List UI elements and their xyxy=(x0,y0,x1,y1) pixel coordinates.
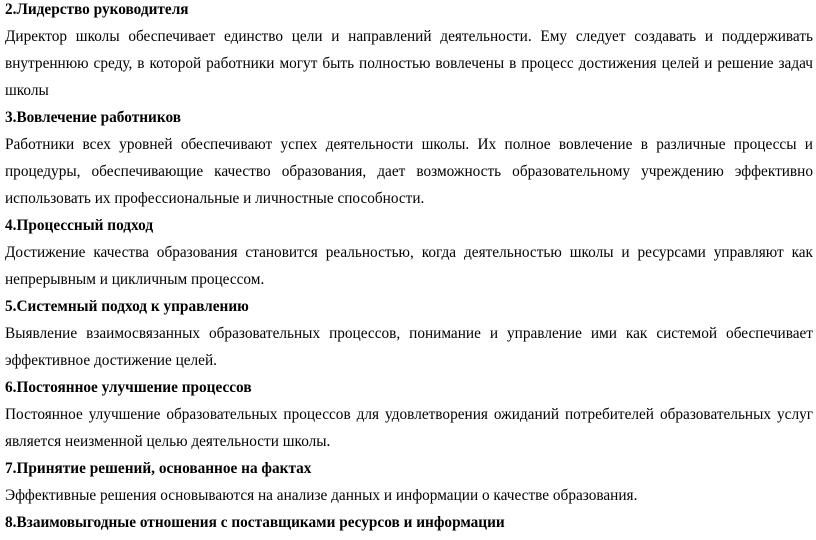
section-text: Директор школы обеспечивает единство цели и направлений деятельности. Ему следует создавать и поддерживать внутреннюю среду, в которой работники могут быть полностью вовлечены в процесс достижения целей и решение задач школы xyxy=(5,28,813,99)
section-heading: 5.Системный подход к управлению xyxy=(5,298,249,315)
section-process-approach xyxy=(5,212,813,293)
section-text: Достижение качества образования становится реальностью, когда деятельностью школы и ресурсами управляют как непрерывным и цикличным процессом. xyxy=(5,244,813,288)
section-heading: 6.Постоянное улучшение процессов xyxy=(5,379,252,396)
section-heading: 7.Принятие решений, основанное на фактах xyxy=(5,460,312,477)
section-employee-involvement xyxy=(5,104,813,212)
section-text: Постоянное улучшение образовательных процессов для удовлетворения ожиданий потребителей образовательных услуг является неизменной целью деятельности школы. xyxy=(5,406,813,450)
section-leadership xyxy=(5,0,813,104)
section-heading: 8.Взаимовыгодные отношения с поставщиками ресурсов и информации xyxy=(5,514,505,531)
section-system-approach xyxy=(5,293,813,374)
section-text: Работники всех уровней обеспечивают успех деятельности школы. Их полное вовлечение в различные процессы и процедуры, обеспечивающие качество образования, дает возможность образовательному учреждению эффективно использовать их профессиональные и личностные способности. xyxy=(5,136,813,207)
section-heading: 3.Вовлечение работников xyxy=(5,109,181,126)
section-text: Эффективные решения основываются на анализе данных и информации о качестве образования. xyxy=(5,487,638,504)
section-text: Выявление взаимосвязанных образовательных процессов, понимание и управление ими как системой обеспечивает эффективное достижение целей. xyxy=(5,325,813,369)
section-supplier-relations xyxy=(5,509,813,536)
document-page xyxy=(5,0,813,536)
section-heading: 4.Процессный подход xyxy=(5,217,154,234)
section-heading: 2.Лидерство руководителя xyxy=(5,1,189,18)
section-fact-based-decisions xyxy=(5,455,813,509)
section-continuous-improvement xyxy=(5,374,813,455)
